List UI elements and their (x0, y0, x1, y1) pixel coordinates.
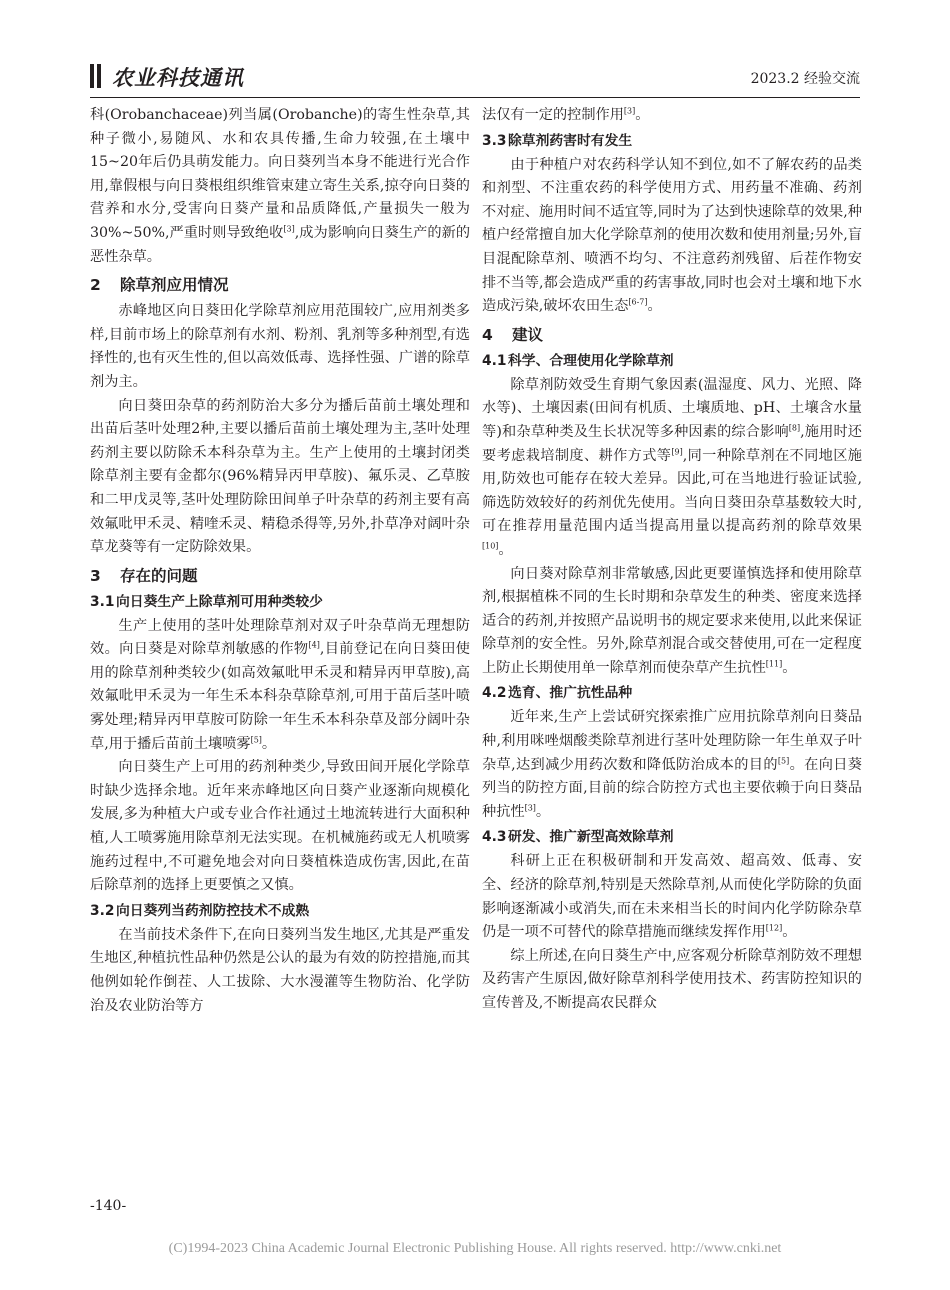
paragraph: 法仅有一定的控制作用[3]。 (482, 106, 650, 123)
paragraph: 由于种植户对农药科学认知不到位,如不了解农药的品类和剂型、不注重农药的科学使用方式、用药量不准确、药剂不对症、施用时间不适宜等,同时为了达到快速除草的效果,种植户经常擅自加大化学除草剂的使用次数和使用剂量;另外,盲目混配除草剂、喷洒不均匀、不注意药剂残留、后茬作物安排不当等,都会造成严重的药害事故,同时也会对土壤和地下水造成污染,破坏农田生态[6-7]。 (482, 156, 862, 315)
section-heading: 3 存在的问题 (90, 566, 198, 585)
paragraph: 向日葵生产上可用的药剂种类少,导致田间开展化学除草时缺少选择余地。近年来赤峰地区向日葵产业逐渐向规模化发展,多为种植大户或专业合作社通过土地流转进行大面积种植,人工喷雾施用除草剂无法实现。在机械施药或无人机喷雾施药过程中,不可避免地会对向日葵植株造成伤害,因此,在苗后除草剂的选择上更要慎之又慎。 (90, 759, 470, 894)
copyright-footer: (C)1994-2023 China Academic Journal Electronic Publishing House. All rights reserved. http://www.cnki.net (168, 1241, 782, 1256)
paragraph: 生产上使用的茎叶处理除草剂对双子叶杂草尚无理想防效。向日葵是对除草剂敏感的作物[4],目前登记在向日葵田使用的除草剂种类较少(如高效氟吡甲禾灵和精异丙甲草胺),高效氟吡甲禾灵为一年生禾本科杂草除草剂,可用于苗后茎叶喷雾处理;精异丙甲草胺可防除一年生禾本科杂草及部分阔叶杂草,用于播后苗前土壤喷雾[5]。 (90, 617, 470, 752)
paragraph: 近年来,生产上尝试研究探索推广应用抗除草剂向日葵品种,利用咪唑烟酸类除草剂进行茎叶处理防除一年生单双子叶杂草,达到减少用药次数和降低防治成本的目的[5]。在向日葵列当的防控方面,目前的综合防控方式也主要依赖于向日葵品种抗性[3]。 (482, 709, 862, 820)
header-rule (90, 97, 860, 98)
section-heading: 4 建议 (482, 325, 544, 344)
subsection-heading: 4.3 研发、推广新型高效除草剂 (482, 829, 674, 846)
paragraph: 除草剂防效受生育期气象因素(温湿度、风力、光照、降水等)、土壤因素(田间有机质、土壤质地、pH、土壤含水量等)和杂草种类及生长状况等多种因素的综合影响[8],施用时还要考虑栽培制度、耕作方式等[9],同一种除草剂在不同地区施用,防效也可能存在较大差异。因此,可在当地进行验证试验,筛选防效较好的药剂优先使用。当向日葵田杂草基数较大时,可在推荐用量范围内适当提高用量以提高药剂的除草效果[10]。 (482, 376, 862, 558)
page-header (90, 62, 860, 96)
journal-logo: 农业科技通讯 (112, 66, 244, 90)
subsection-heading: 4.2 选育、推广抗性品种 (482, 685, 633, 702)
page-number: -140- (90, 1198, 127, 1214)
paragraph: 科(Orobanchaceae)列当属(Orobanche)的寄生性杂草,其种子微小,易随风、水和农具传播,生命力较强,在土壤中15~20年后仍具萌发能力。向日葵列当本身不能进行光合作用,靠假根与向日葵根组织维管束建立寄生关系,掠夺向日葵的营养和水分,受害向日葵产量和品质降低,产量损失一般为30%~50%,严重时则导致绝收[3],成为影响向日葵生产的新的恶性杂草。 (90, 107, 471, 265)
paragraph: 赤峰地区向日葵田化学除草剂应用范围较广,应用剂类多样,目前市场上的除草剂有水剂、粉剂、乳剂等多种剂型,有选择性的,也有灭生性的,但以高效低毒、选择性强、广谱的除草剂为主。 (90, 303, 470, 390)
paragraph: 向日葵对除草剂非常敏感,因此更要谨慎选择和使用除草剂,根据植株不同的生长时期和杂草发生的种类、密度来选择适合的药剂,并按照产品说明书的规定要求来使用,以此来保证除草剂的安全性。另外,除草剂混合或交替使用,可在一定程度上防止长期使用单一除草剂而使杂草产生抗性[11]。 (482, 565, 862, 676)
journal-logo-bars (90, 64, 104, 92)
left-column (90, 104, 470, 1018)
paragraph: 综上所述,在向日葵生产中,应客观分析除草剂防效不理想及药害产生原因,做好除草剂科学使用技术、药害防控知识的宣传普及,不断提高农民群众 (482, 947, 862, 1011)
right-column (482, 104, 862, 1016)
paragraph: 科研上正在积极研制和开发高效、超高效、低毒、安全、经济的除草剂,特别是天然除草剂,从而使化学防除的负面影响逐渐减小或消失,而在未来相当长的时间内化学防除杂草仍是一项不可替代的除草措施而继续发挥作用[12]。 (482, 853, 862, 941)
paragraph: 向日葵田杂草的药剂防治大多分为播后苗前土壤处理和出苗后茎叶处理2种,主要以播后苗前土壤处理为主,茎叶处理药剂主要以防除禾本科杂草为主。生产上使用的土壤封闭类除草剂主要有金都尔(96%精异丙甲草胺)、氟乐灵、乙草胺和二甲戊灵等,茎叶处理防除田间单子叶杂草的药剂主要有高效氟吡甲禾灵、精喹禾灵、精稳杀得等,另外,扑草净对阔叶杂草龙葵等有一定防除效果。 (90, 397, 470, 556)
issue-label: 2023.2 经验交流 (750, 71, 860, 87)
section-heading: 2 除草剂应用情况 (90, 276, 229, 295)
subsection-heading: 3.2 向日葵列当药剂防控技术不成熟 (90, 902, 310, 919)
subsection-heading: 4.1 科学、合理使用化学除草剂 (482, 352, 674, 369)
subsection-heading: 3.1 向日葵生产上除草剂可用种类较少 (90, 593, 323, 610)
paragraph: 在当前技术条件下,在向日葵列当发生地区,尤其是严重发生地区,种植抗性品种仍然是公认的最为有效的防控措施,而其他例如轮作倒茬、人工拔除、大水漫灌等生物防治、化学防治及农业防治等方 (90, 926, 470, 1014)
subsection-heading: 3.3 除草剂药害时有发生 (482, 132, 633, 149)
